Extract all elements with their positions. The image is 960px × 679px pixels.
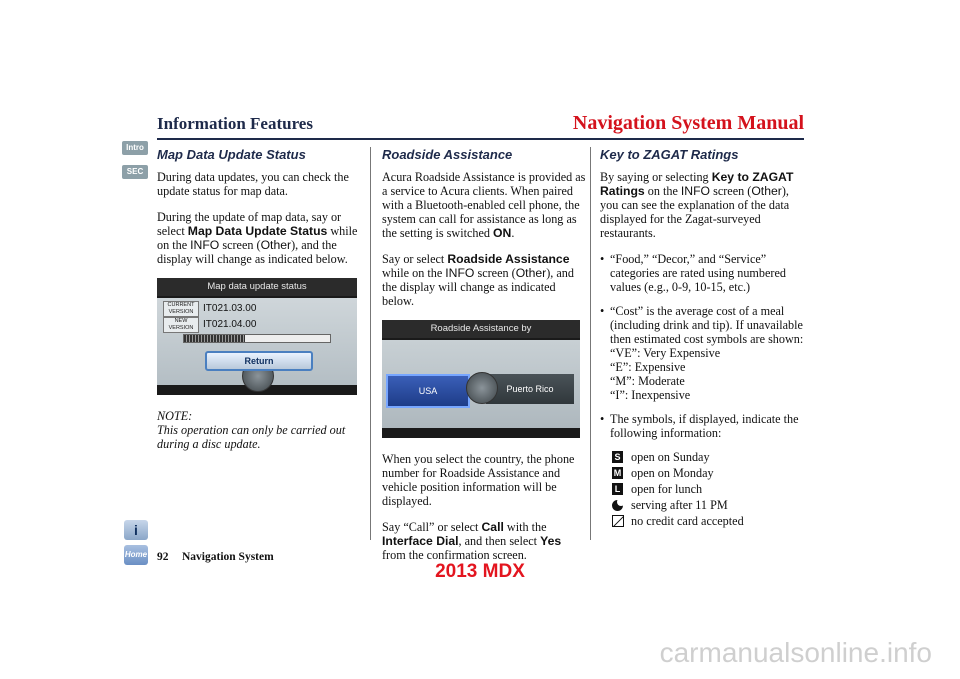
column-divider xyxy=(590,147,591,540)
new-version-label: NEW VERSION xyxy=(163,317,199,333)
roadside-assistance-heading: Roadside Assistance xyxy=(382,147,513,162)
zagat-bullets xyxy=(600,252,810,440)
return-button[interactable]: Return xyxy=(205,351,313,371)
moon-icon xyxy=(612,500,623,511)
current-version-value: IT021.03.00 xyxy=(203,303,257,314)
zagat-heading: Key to ZAGAT Ratings xyxy=(600,147,739,162)
bullet-cost: • “Cost” is the average cost of a meal (including drink and tip). If unavailable then estimated cost symbols are shown: “VE”: Very Expensive “E”: Expensive “M”: Moderate “I”: Inexpensive xyxy=(600,304,810,402)
roadside-country-text: When you select the country, the phone number for Roadside Assistance and vehicle position information will be displayed. xyxy=(382,452,575,508)
map-data-update-heading: Map Data Update Status xyxy=(157,147,306,162)
zagat-keyword: Key to ZAGAT Ratings xyxy=(600,170,794,198)
note-text: This operation can only be carried out during a disc update. xyxy=(157,423,346,451)
current-version-label: CURRENT VERSION xyxy=(163,301,199,317)
symbol-sunday: S open on Sunday xyxy=(612,450,810,464)
map-update-screenshot xyxy=(157,278,357,395)
map-data-update-section xyxy=(157,148,362,451)
footer-title: Navigation System xyxy=(182,551,274,563)
sec-tab[interactable]: SEC xyxy=(122,165,148,179)
symbol-lunch: L open for lunch xyxy=(612,482,810,496)
zagat-section xyxy=(600,148,810,530)
roadside-instructions: Say or select Roadside Assistance while on the INFO screen (Other), and the display will change as indicated below. xyxy=(382,252,574,308)
symbol-late: serving after 11 PM xyxy=(612,498,810,512)
roadside-screenshot xyxy=(382,320,580,438)
watermark: carmanualsonline.info xyxy=(659,637,932,668)
home-icon[interactable]: Home xyxy=(124,545,148,565)
model-label: 2013 MDX xyxy=(435,561,525,582)
dial-knob xyxy=(466,372,498,404)
lunch-icon: L xyxy=(612,483,623,495)
map-data-update-keyword: Map Data Update Status xyxy=(187,224,328,238)
update-progress-bar xyxy=(183,334,331,343)
manual-title: Navigation System Manual xyxy=(572,112,804,134)
usa-option[interactable]: USA xyxy=(386,374,470,408)
monday-icon: M xyxy=(613,468,622,478)
roadside-intro: Acura Roadside Assistance is provided as a service to Acura clients. When paired with a Bluetooth-enabled cell phone, the system can call for assistance as long as the setting is switched ON. xyxy=(382,170,586,240)
note-label: NOTE: xyxy=(157,409,193,423)
roadside-call-text: Say “Call” or select Call with the Interface Dial, and then select Yes from the confirmation screen. xyxy=(382,520,562,562)
column-divider xyxy=(370,147,371,540)
intro-tab[interactable]: Intro xyxy=(122,141,148,155)
zagat-intro: By saying or selecting Key to ZAGAT Ratings on the INFO screen (Other), you can see the explanation of the data displayed for the Zagat-surveyed restaurants. xyxy=(600,170,794,240)
bullet-rating: • “Food,” “Decor,” and “Service” categories are rated using numbered values (e.g., 0-9, 10-15, etc.) xyxy=(600,252,810,294)
symbol-monday: M open on Monday xyxy=(613,466,714,480)
page-number: 92 xyxy=(157,551,169,563)
roadside-keyword: Roadside Assistance xyxy=(447,252,570,266)
sunday-icon: S xyxy=(612,451,623,463)
map-data-update-intro: During data updates, you can check the update status for map data. xyxy=(157,170,349,198)
symbol-no-credit: no credit card accepted xyxy=(612,514,810,528)
screen-title: Roadside Assistance by xyxy=(382,320,580,338)
bullet-symbols: • The symbols, if displayed, indicate the following information: xyxy=(600,412,810,440)
section-title: Information Features xyxy=(157,114,313,133)
screen-title: Map data update status xyxy=(157,278,357,296)
roadside-assistance-section xyxy=(382,148,587,574)
header-rule xyxy=(157,138,804,140)
new-version-value: IT021.04.00 xyxy=(203,319,257,330)
info-icon[interactable]: i xyxy=(124,520,148,540)
puerto-rico-option[interactable]: Puerto Rico xyxy=(486,374,574,404)
no-credit-card-icon xyxy=(612,515,624,527)
map-data-update-instructions: During the update of map data, say or select Map Data Update Status while on the INFO screen (Other), and the display will change as indicated below. xyxy=(157,210,358,266)
